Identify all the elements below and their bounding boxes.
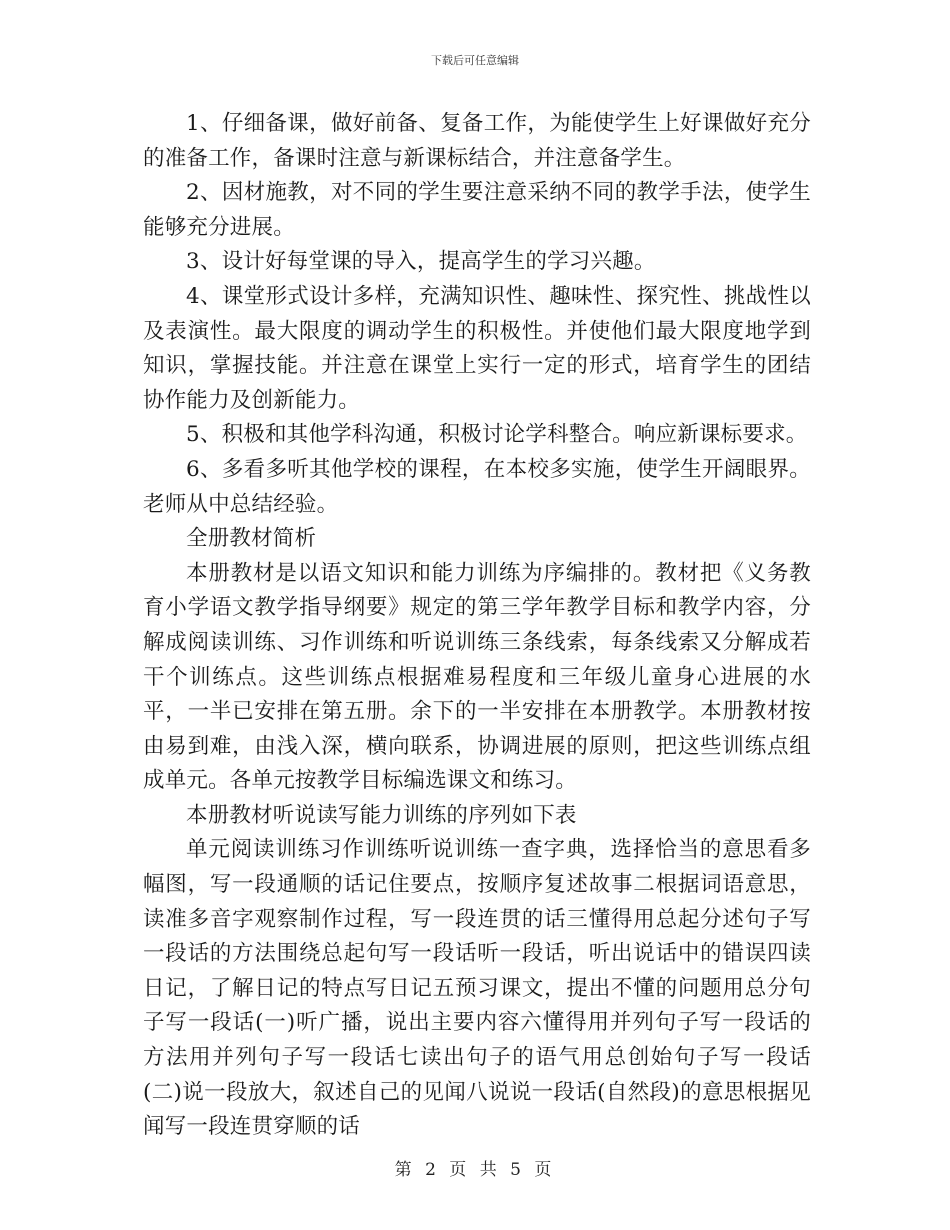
- section-heading: 全册教材简析: [186, 526, 317, 552]
- paragraph-1: 1、仔细备课，做好前备、复备工作，为能使学生上好课做好充分的准备工作，备课时注意与新课标结合，并注意备学生。: [143, 111, 811, 171]
- training-sequence-text: 单元阅读训练习作训练听说训练一查字典，选择恰当的意思看多幅图，写一段通顺的话记住要点，按顺序复述故事二根据词语意思，读准多音字观察制作过程，写一段连贯的话三懂得用总起分述句子写一段话的方法围绕总起句写一段话听一段话，听出说话中的错误四读日记，了解日记的特点写日记五预习课文，提出不懂的问题用总分句子写一段话(一)听广播，说出主要内容六懂得用并列句子写一段话的方法用并列句子写一段话七读出句子的语气用总创始句子写一段话(二)说一段放大，叙述自己的见闻八说说一段话(自然段)的意思根据见闻写一段连贯穿顺的话: [143, 837, 811, 1140]
- table-intro: 本册教材听说读写能力训练的序列如下表: [186, 802, 577, 828]
- paragraph-6: 6、多看多听其他学校的课程，在本校多实施，使学生开阔眼界。老师从中总结经验。: [143, 456, 811, 517]
- paragraph-2: 2、因材施教，对不同的学生要注意采纳不同的教学手法，使学生能够充分进展。: [143, 180, 811, 240]
- paragraph-3: 3、设计好每堂课的导入，提高学生的学习兴趣。: [186, 249, 656, 275]
- paragraph-5: 5、积极和其他学科沟通，积极讨论学科整合。响应新课标要求。: [186, 422, 808, 448]
- paragraph-4: 4、课堂形式设计多样，充满知识性、趣味性、探究性、挑战性以及表演性。最大限度的调动学生的积极性。并使他们最大限度地学到知识，掌握技能。并注意在课堂上实行一定的形式，培育学生的团结协作能力及创新能力。: [143, 283, 811, 413]
- page-footer: 第 2 页 共 5 页: [394, 1160, 556, 1180]
- document-body: [143, 107, 811, 1145]
- page-header: 下载后可任意编辑: [431, 54, 519, 67]
- paragraph-textbook-analysis: 本册教材是以语文知识和能力训练为序编排的。教材把《义务教育小学语文教学指导纲要》规定的第三学年教学目标和教学内容，分解成阅读训练、习作训练和听说训练三条线索，每条线索又分解成若干个训练点。这些训练点根据难易程度和三年级儿童身心进展的水平，一半已安排在第五册。余下的一半安排在本册教学。本册教材按由易到难，由浅入深，横向联系，协调进展的原则，把这些训练点组成单元。各单元按教学目标编选课文和练习。: [143, 560, 811, 794]
